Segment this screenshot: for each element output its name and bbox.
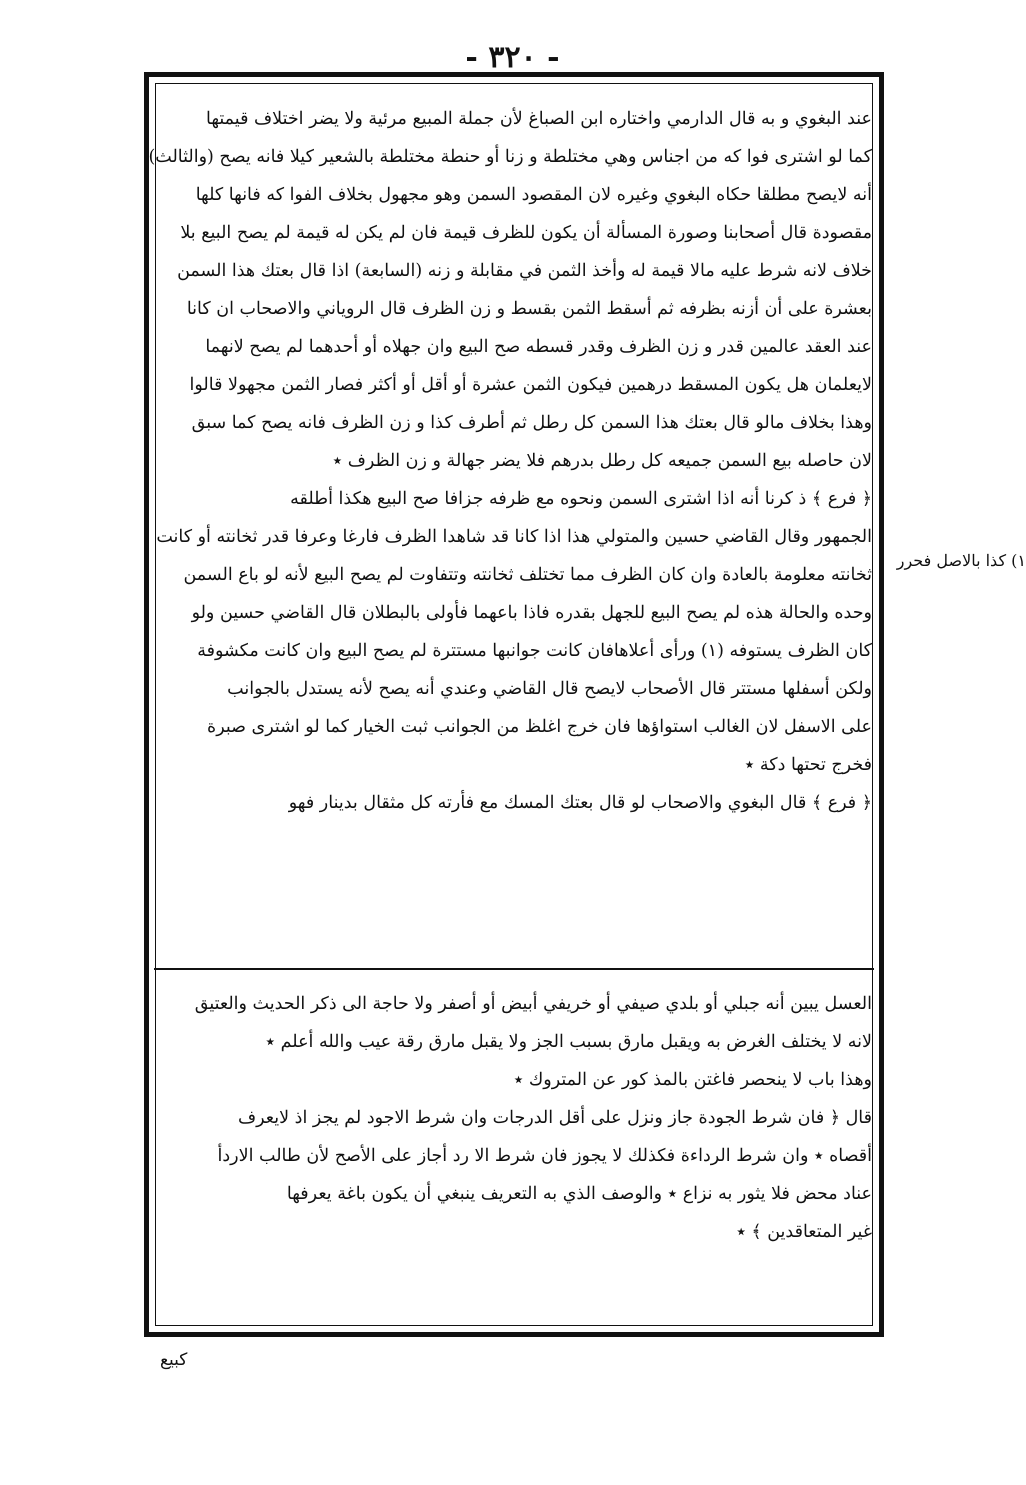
- main-text-line: وحده والحالة هذه لم يصح البيع للجهل بقدره فاذا باعهما فأولى بالبطلان قال القاضي حسين ولو: [191, 603, 872, 623]
- commentary-text-line: أقصاه ٭ وان شرط الرداءة فكذلك لا يجوز فان شرط الا رد أجاز على الأصح لأن طالب الاردأ: [217, 1146, 872, 1166]
- main-text-line: على الاسفل لان الغالب استواؤها فان خرج اغلظ من الجوانب ثبت الخيار كما لو اشترى صبرة: [207, 717, 872, 737]
- catchword: كبيع: [160, 1350, 188, 1370]
- main-text: [148, 100, 872, 822]
- section-divider: [154, 968, 874, 970]
- footnote-margin-note: ١) كذا بالاصل فحرر: [896, 551, 1026, 570]
- main-text-line: وهذا بخلاف مالو قال بعتك هذا السمن كل رطل ثم أطرف كذا و زن الظرف فانه يصح كما سبق: [191, 413, 872, 433]
- main-text-line: ﴿ فرع ﴾ قال البغوي والاصحاب لو قال بعتك المسك مع فأرته كل مثقال بدينار فهو: [288, 793, 872, 813]
- main-text-line: لايعلمان هل يكون المسقط درهمين فيكون الثمن عشرة أو أقل أو أكثر فصار الثمن مجهولا قالوا: [189, 375, 872, 395]
- main-text-line: لان حاصله بيع السمن جميعه كل رطل بدرهم فلا يضر جهالة و زن الظرف ٭: [332, 451, 872, 471]
- main-text-line: عند العقد عالمين قدر و زن الظرف وقدر قسطه صح البيع وان جهلاه أو أحدهما لم يصح لانهما: [205, 337, 872, 357]
- commentary-text: [160, 985, 872, 1251]
- main-text-line: أنه لايصح مطلقا حكاه البغوي وغيره لان المقصود السمن وهو مجهول بخلاف الفوا كه فانها كلها: [195, 185, 872, 205]
- commentary-text-line: العسل يبين أنه جبلي أو بلدي صيفي أو خريفي أبيض أو أصفر ولا حاجة الى ذكر الحديث والعتيق: [194, 994, 872, 1014]
- commentary-text-line: لانه لا يختلف الغرض به ويقبل مارق بسبب الجز ولا يقبل مارق رقة عيب والله أعلم ٭: [265, 1032, 872, 1052]
- main-text-line: فخرج تحتها دكة ٭: [744, 755, 872, 775]
- main-text-line: عند البغوي و به قال الدارمي واختاره ابن الصباغ لأن جملة المبيع مرئية ولا يضر اختلاف قيمتها: [206, 109, 872, 129]
- main-text-line: خلاف لانه شرط عليه مالا قيمة له وأخذ الثمن في مقابلة و زنه (السابعة) اذا قال بعتك هذا السمن: [177, 261, 872, 281]
- main-text-line: كما لو اشترى فوا كه من اجناس وهي مختلطة و زنا أو حنطة مختلطة بالشعير كيلا فانه يصح (والثالث): [148, 147, 872, 167]
- main-text-line: ﴿ فرع ﴾ ذ كرنا أنه اذا اشترى السمن ونحوه مع ظرفه جزافا صح البيع هكذا أطلقه: [290, 489, 872, 509]
- commentary-text-line: قال ﴿ فان شرط الجودة جاز ونزل على أقل الدرجات وان شرط الاجود لم يجز اذ لايعرف: [238, 1108, 872, 1128]
- page-number: - ٣٢٠ -: [465, 40, 560, 75]
- main-text-line: الجمهور وقال القاضي حسين والمتولي هذا اذا كانا قد شاهدا الظرف فارغا وعرفا قدر ثخانته أو كانت: [156, 527, 872, 547]
- commentary-text-line: غير المتعاقدين ﴾ ٭: [736, 1222, 872, 1242]
- commentary-text-line: عناد محض فلا يثور به نزاع ٭ والوصف الذي به التعريف ينبغي أن يكون باغة يعرفها: [286, 1184, 872, 1204]
- commentary-text-line: وهذا باب لا ينحصر فاغتن بالمذ كور عن المتروك ٭: [513, 1070, 872, 1090]
- main-text-line: ثخانته معلومة بالعادة وان كان الظرف مما تختلف ثخانته وتتفاوت لم يصح البيع لأنه لو باع السمن: [183, 565, 872, 585]
- main-text-line: كان الظرف يستوفه (١) ورأى أعلاهافان كانت جوانبها مستترة لم يصح البيع وان كانت مكشوفة: [197, 641, 872, 661]
- main-text-line: بعشرة على أن أزنه بظرفه ثم أسقط الثمن بقسط و زن الظرف قال الروياني والاصحاب ان كانا: [186, 299, 872, 319]
- main-text-line: ولكن أسفلها مستتر قال الأصحاب لايصح قال القاضي وعندي أنه يصح لأنه يستدل بالجوانب: [227, 679, 872, 699]
- main-text-line: مقصودة قال أصحابنا وصورة المسألة أن يكون للظرف قيمة فان لم يكن له قيمة لم يصح البيع بلا: [180, 223, 872, 243]
